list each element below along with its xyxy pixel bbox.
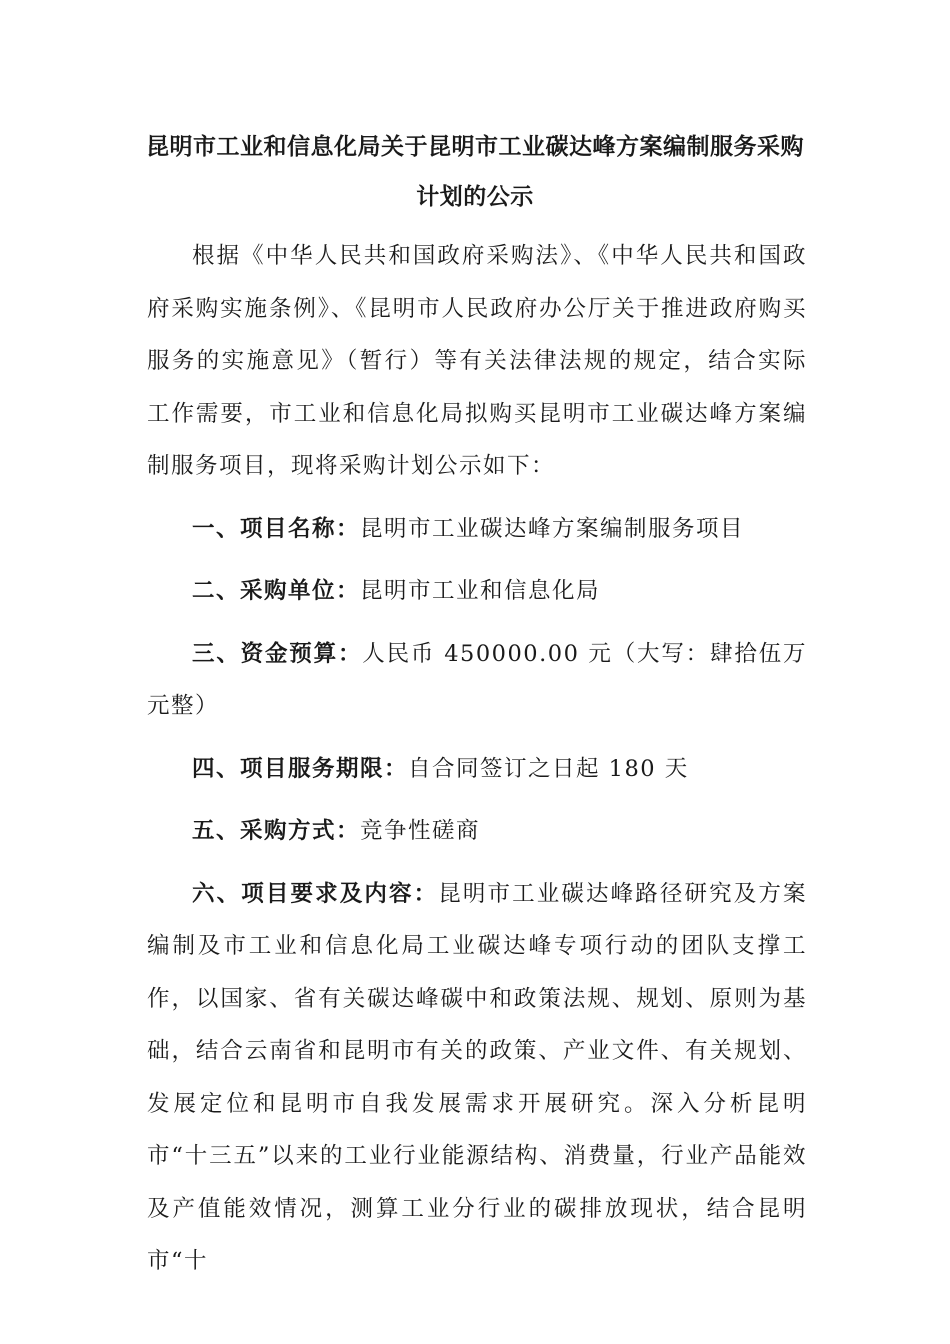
item-value: 昆明市工业碳达峰方案编制服务项目	[360, 515, 745, 542]
item-project-name	[147, 503, 807, 556]
item-value: 昆明市工业碳达峰路径研究及方案编制及市工业和信息化局工业碳达峰专项行动的团队支撑工作，以国家、省有关碳达峰碳中和政策法规、规划、原则为基础，结合云南省和昆明市有关的政策、产业文件、有关规划、发展定位和昆明市自我发展需求开展研究。深入分析昆明市“十三五”以来的工业行业能源结构、消费量，行业产品能效及产值能效情况，测算工业分行业的碳排放现状，结合昆明市“十	[147, 880, 807, 1274]
item-requirements	[147, 868, 807, 1288]
item-label: 五、采购方式：	[192, 818, 361, 844]
item-budget	[147, 628, 807, 733]
item-value: 竞争性磋商	[360, 818, 481, 844]
item-label: 一、项目名称：	[192, 515, 361, 542]
item-value: 自合同签订之日起 180 天	[408, 755, 689, 782]
item-purchasing-unit	[147, 565, 807, 618]
document-body	[147, 230, 807, 1288]
item-label: 二、采购单位：	[192, 578, 361, 604]
item-value: 昆明市工业和信息化局	[360, 578, 601, 604]
item-label: 三、资金预算：	[192, 640, 363, 667]
item-purchase-method	[147, 805, 807, 858]
item-label: 六、项目要求及内容：	[192, 880, 439, 907]
item-value: 人民币 450000.00 元（大写：肆拾伍万元整）	[147, 640, 807, 719]
intro-paragraph: 根据《中华人民共和国政府采购法》、《中华人民共和国政府采购实施条例》、《昆明市人民政府办公厅关于推进政府购买服务的实施意见》（暂行）等有关法律法规的规定，结合实际工作需要，市工业和信息化局拟购买昆明市工业碳达峰方案编制服务项目，现将采购计划公示如下：	[147, 243, 807, 479]
item-service-period	[147, 743, 807, 796]
item-label: 四、项目服务期限：	[192, 755, 409, 782]
document-title: 昆明市工业和信息化局关于昆明市工业碳达峰方案编制服务采购计划的公示	[146, 134, 804, 210]
